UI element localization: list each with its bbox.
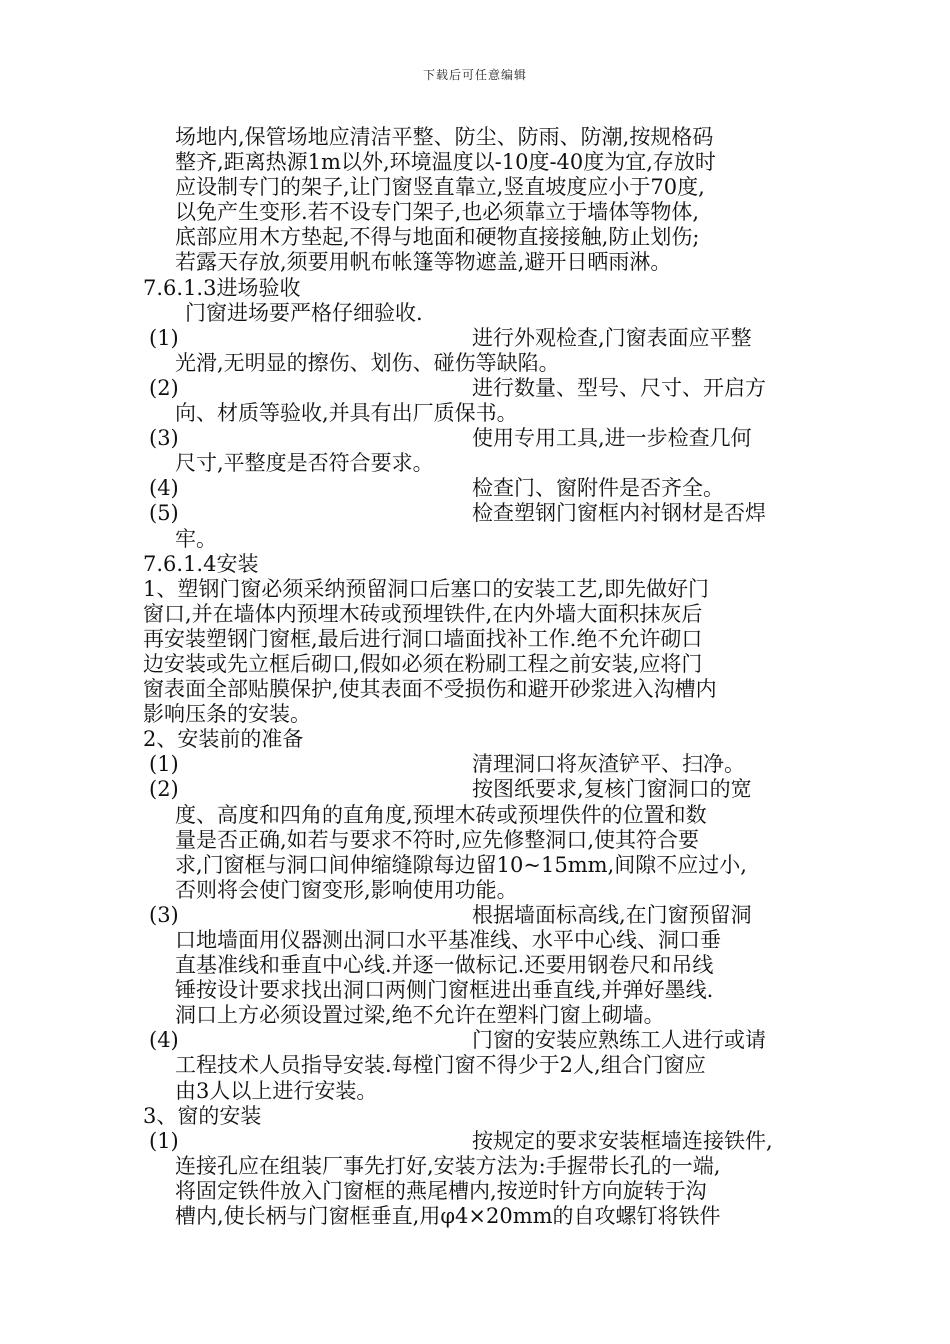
document-body bbox=[143, 125, 813, 1229]
list-item-line bbox=[143, 903, 813, 928]
paragraph-line: 7.6.1.4安装 bbox=[143, 551, 259, 576]
indented-line: 整齐,距离热源1m以外,环境温度以-10度-40度为宜,存放时 bbox=[175, 150, 716, 175]
list-item-text: 进行外观检查,门窗表面应平整 bbox=[472, 325, 752, 350]
indented-line: 以免产生变形.若不设专门架子,也必须靠立于墙体等物体, bbox=[175, 200, 700, 225]
indented-line: 若露天存放,须要用帆布帐篷等物遮盖,避开日晒雨淋。 bbox=[175, 250, 672, 275]
list-item-text: 进行数量、型号、尺寸、开启方 bbox=[472, 375, 766, 400]
list-item-text: 根据墙面标高线,在门窗预留洞 bbox=[472, 902, 752, 927]
indented-line: 尺寸,平整度是否符合要求。 bbox=[175, 451, 434, 476]
list-item-line bbox=[143, 752, 813, 777]
list-item-number: (2) bbox=[149, 777, 179, 802]
list-item-text: 检查塑钢门窗框内衬钢材是否焊 bbox=[472, 501, 766, 526]
indented-line: 否则将会使门窗变形,影响使用功能。 bbox=[175, 877, 518, 902]
list-item-text: 使用专用工具,进一步检查几何 bbox=[472, 426, 752, 451]
indented-line: 求,门窗框与洞口间伸缩缝隙每边留10~15mm,间隙不应过小, bbox=[175, 852, 747, 877]
list-item-number: (2) bbox=[149, 375, 179, 400]
indented-line: 底部应用木方垫起,不得与地面和硬物直接接触,防止划伤; bbox=[175, 225, 700, 250]
list-item-line bbox=[143, 1129, 813, 1154]
list-item-number: (5) bbox=[149, 501, 179, 526]
indented-line: 连接孔应在组装厂事先打好,安装方法为:手握带长孔的一端, bbox=[175, 1153, 721, 1178]
list-item-line bbox=[143, 1028, 813, 1053]
list-item-number: (3) bbox=[149, 902, 179, 927]
list-item-number: (1) bbox=[149, 1128, 179, 1153]
indented-line: 量是否正确,如若与要求不符时,应先修整洞口,使其符合要 bbox=[175, 827, 700, 852]
paragraph-line: 窗表面全部贴膜保护,使其表面不受损伤和避开砂浆进入沟槽内 bbox=[143, 677, 717, 702]
indented-line: 将固定铁件放入门窗框的燕尾槽内,按逆时针方向旋转于沟 bbox=[175, 1178, 707, 1203]
indented-line: 直基准线和垂直中心线.并逐一做标记.还要用钢卷尺和吊线 bbox=[175, 953, 714, 978]
list-item-text: 按规定的要求安装框墙连接铁件, bbox=[472, 1128, 773, 1153]
indented-line: 向、材质等验收,并具有出厂质保书。 bbox=[175, 401, 518, 426]
list-item-text: 门窗的安装应熟练工人进行或请 bbox=[472, 1028, 766, 1053]
indented-line: 工程技术人员指导安装.每樘门窗不得少于2人,组合门窗应 bbox=[175, 1053, 706, 1078]
list-item-number: (4) bbox=[149, 1028, 179, 1053]
list-item-number: (1) bbox=[149, 325, 179, 350]
paragraph-line: 7.6.1.3进场验收 bbox=[143, 275, 301, 300]
indented-line: 场地内,保管场地应清洁平整、防尘、防雨、防潮,按规格码 bbox=[175, 125, 714, 149]
list-item-line bbox=[143, 426, 813, 451]
paragraph-line: 再安装塑钢门窗框,最后进行洞口墙面找补工作.绝不允许砌口 bbox=[143, 626, 703, 651]
indented-line: 口地墙面用仪器测出洞口水平基准线、水平中心线、洞口垂 bbox=[175, 928, 721, 952]
indented-line: 洞口上方必须设置过梁,绝不允许在塑料门窗上砌墙。 bbox=[175, 1003, 665, 1028]
list-item-number: (1) bbox=[149, 752, 179, 777]
list-item-text: 检查门、窗附件是否齐全。 bbox=[472, 476, 724, 501]
paragraph-line: 1、塑钢门窗必须采纳预留洞口后塞口的安装工艺,即先做好门 bbox=[143, 576, 710, 601]
indented-line: 由3人以上进行安装。 bbox=[175, 1078, 378, 1103]
paragraph-line: 影响压条的安装。 bbox=[143, 702, 311, 727]
indented-line: 光滑,无明显的擦伤、划伤、碰伤等缺陷。 bbox=[175, 350, 560, 375]
indented-line: 门窗进场要严格仔细验收. bbox=[185, 300, 423, 325]
paragraph-line: 3、窗的安装 bbox=[143, 1103, 262, 1128]
page-header: 下载后可任意编辑 bbox=[422, 68, 527, 82]
list-item-line bbox=[143, 376, 813, 401]
list-item-line bbox=[143, 476, 813, 501]
indented-line: 度、高度和四角的直角度,预埋木砖或预埋佚件的位置和数 bbox=[175, 802, 707, 827]
paragraph-line: 2、安装前的准备 bbox=[143, 727, 304, 752]
list-item-text: 清理洞口将灰渣铲平、扫净。 bbox=[472, 752, 745, 777]
list-item-number: (3) bbox=[149, 426, 179, 451]
indented-line: 锤按设计要求找出洞口两侧门窗框进出垂直线,并弹好墨线. bbox=[175, 978, 714, 1003]
paragraph-line: 边安装或先立框后砌口,假如必须在粉刷工程之前安装,应将门 bbox=[143, 651, 703, 676]
indented-line: 槽内,使长柄与门窗框垂直,用φ4×20mm的自攻螺钉将铁件 bbox=[175, 1204, 721, 1229]
indented-line: 牢。 bbox=[175, 526, 217, 551]
list-item-number: (4) bbox=[149, 476, 179, 501]
indented-line: 应设制专门的架子,让门窗竖直靠立,竖直坡度应小于70度, bbox=[175, 175, 705, 200]
list-item-line bbox=[143, 777, 813, 802]
list-item-line bbox=[143, 501, 813, 526]
list-item-text: 按图纸要求,复核门窗洞口的宽 bbox=[472, 777, 752, 802]
list-item-line bbox=[143, 326, 813, 351]
paragraph-line: 窗口,并在墙体内预埋木砖或预埋铁件,在内外墙大面积抹灰后 bbox=[143, 601, 703, 626]
